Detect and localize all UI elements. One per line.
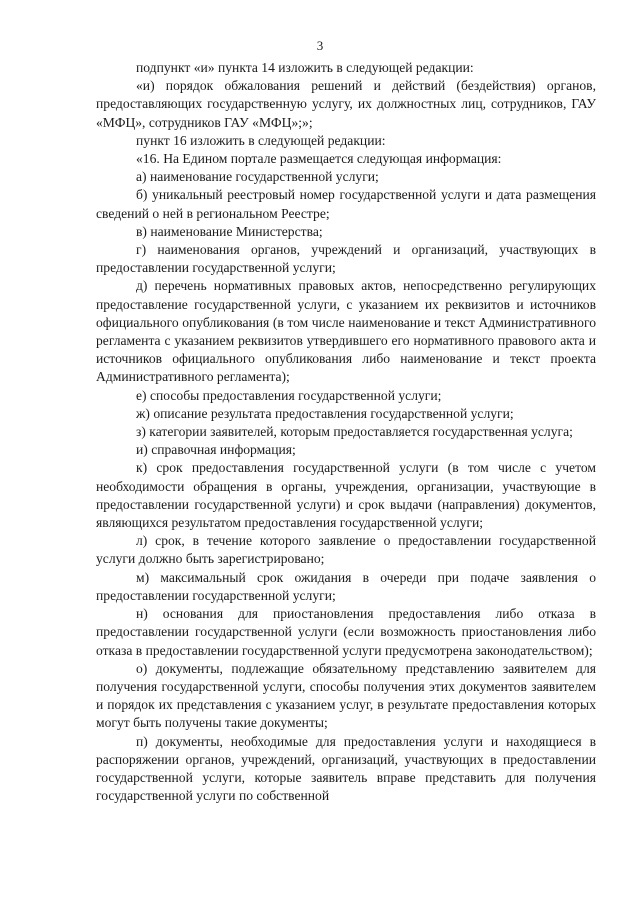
page-number: 3 <box>316 38 324 53</box>
paragraph: пункт 16 изложить в следующей редакции: <box>136 132 386 148</box>
paragraph: о) документы, подлежащие обязательному представлению заявителем для получения государственной услуги, способы получения этих документов заявителем и порядок их представления с указанием услуг, в результате предоставления которых могут быть получены такие документы; <box>96 660 596 731</box>
paragraph: к) срок предоставления государственной услуги (в том числе с учетом необходимости обращения в органы, учреждения, организации, участвующие в предоставлении государственной услуги) и срок выдачи (направления) документов, являющихся результатом предоставления государственной услуги; <box>96 460 596 531</box>
paragraph: е) способы предоставления государственной услуги; <box>136 387 442 403</box>
paragraph: «и) порядок обжалования решений и действий (бездействия) органов, предоставляющих государственную услугу, их должностных лиц, сотрудников, ГАУ «МФЦ», сотрудников ГАУ «МФЦ»;»; <box>96 78 596 130</box>
paragraph: «16. На Едином портале размещается следующая информация: <box>136 151 502 167</box>
paragraph: в) наименование Министерства; <box>136 223 323 239</box>
paragraph: з) категории заявителей, которым предоставляется государственная услуга; <box>136 424 573 440</box>
paragraph: подпункт «и» пункта 14 изложить в следующей редакции: <box>136 60 474 75</box>
paragraph: г) наименования органов, учреждений и организаций, участвующих в предоставлении государственной услуги; <box>96 242 596 276</box>
paragraph: ж) описание результата предоставления государственной услуги; <box>136 405 514 421</box>
paragraph: м) максимальный срок ожидания в очереди при подаче заявления о предоставлении государственной услуги; <box>96 569 596 603</box>
paragraph: а) наименование государственной услуги; <box>136 169 379 185</box>
paragraph: б) уникальный реестровый номер государственной услуги и дата размещения сведений о ней в региональном Реестре; <box>96 187 596 221</box>
document-body <box>96 59 596 805</box>
paragraph: л) срок, в течение которого заявление о предоставлении государственной услуги должно быть зарегистрировано; <box>96 533 596 567</box>
paragraph: д) перечень нормативных правовых актов, непосредственно регулирующих предоставление государственной услуги, с указанием их реквизитов и источников официального опубликования (в том числе наименование и текст Административного регламента с указанием реквизитов утвердившего его нормативного правового акта и источников официального опубликования либо наименование и текст проекта Административного регламента); <box>96 278 596 385</box>
paragraph: и) справочная информация; <box>136 442 296 458</box>
paragraph: п) документы, необходимые для предоставления услуги и находящиеся в распоряжении органов, учреждений, организаций, участвующих в предоставлении государственной услуги, которые заявитель вправе представить для получения государственной услуги по собственной <box>96 733 596 804</box>
paragraph: н) основания для приостановления предоставления либо отказа в предоставлении государственной услуги (если возможность приостановления либо отказа в предоставлении государственной услуги предусмотрена законодательством); <box>96 606 596 658</box>
